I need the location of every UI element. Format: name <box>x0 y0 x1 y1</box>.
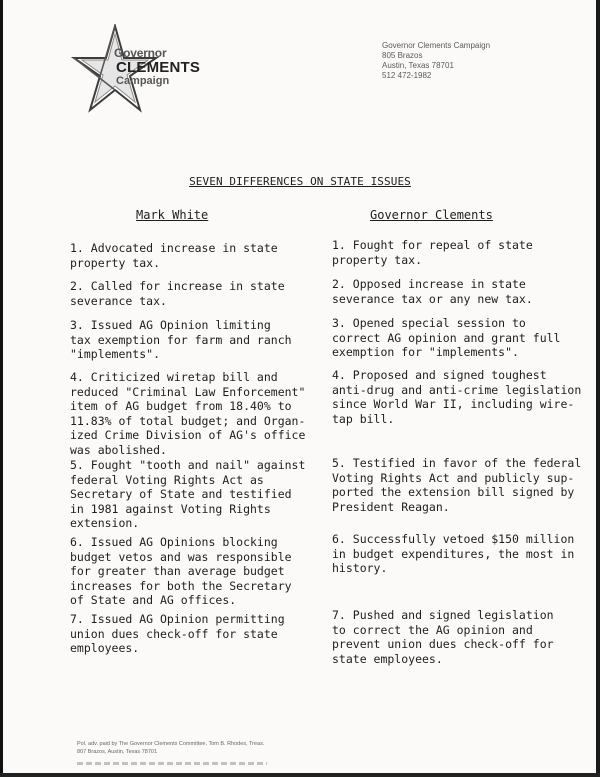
governor-clements-item-4-line: tap bill. <box>332 411 395 426</box>
governor-clements-item-1-line: property tax. <box>332 252 423 267</box>
footer-line-2: 807 Brazos, Austin, Texas 78701 <box>77 749 158 755</box>
governor-clements-item-2 <box>332 277 533 306</box>
mark-white-item-7 <box>70 612 285 656</box>
governor-clements-item-7-line: prevent union dues check-off for <box>332 637 554 651</box>
mark-white-item-6-line: budget vetos and was responsible <box>70 549 292 564</box>
logo-text-clements: CLEMENTS <box>116 59 201 76</box>
governor-clements-item-6-line: history. <box>332 561 388 575</box>
mark-white-item-3 <box>70 318 292 362</box>
mark-white-item-3-line: 3. Issued AG Opinion limiting <box>70 318 271 332</box>
document-title <box>0 170 600 189</box>
mark-white-item-3-line: tax exemption for farm and ranch <box>70 332 292 347</box>
governor-clements-item-7-line: 7. Pushed and signed legislation <box>332 608 554 622</box>
governor-clements-item-3-line: correct AG opinion and grant full <box>332 330 561 345</box>
governor-clements-item-5-line: Voting Rights Act and publicly sup- <box>332 470 575 485</box>
governor-clements-item-2-line: severance tax or any new tax. <box>332 291 533 306</box>
mark-white-item-6-line: for greater than average budget <box>70 564 285 578</box>
governor-clements-item-3 <box>332 316 560 360</box>
governor-clements-item-5-line: ported the extension bill signed by <box>332 485 575 499</box>
governor-clements-item-4-line: 4. Proposed and signed toughest <box>332 368 547 382</box>
letterhead-city: Austin, Texas 78701 <box>382 61 454 70</box>
mark-white-item-6 <box>70 535 292 608</box>
governor-clements-item-6 <box>332 532 574 576</box>
governor-clements-item-5-line: 5. Testified in favor of the federal <box>332 456 582 470</box>
governor-clements-item-1-line: 1. Fought for repeal of state <box>332 238 533 252</box>
governor-clements-item-5 <box>332 456 581 514</box>
footer-faded-text <box>77 762 267 765</box>
logo-text-governor: Governor <box>114 46 167 60</box>
mark-white-item-4-line: 11.83% of total budget; and Organ- <box>70 413 306 428</box>
mark-white-item-2 <box>70 279 285 308</box>
letterhead-street: 805 Brazos <box>382 51 423 60</box>
mark-white-item-2-line: severance tax. <box>70 293 167 308</box>
governor-clements-item-7-line: state employees. <box>332 651 443 666</box>
footer-line-1: Pol. adv. paid by The Governor Clements Committee, Tom B. Rhodes, Treas. <box>77 741 265 747</box>
logo-text-campaign: Campaign <box>116 75 170 87</box>
mark-white-item-4 <box>70 370 305 457</box>
mark-white-item-1-line: property tax. <box>70 255 161 270</box>
governor-clements-item-7-line: to correct the AG opinion and <box>332 622 533 637</box>
mark-white-item-5-line: extension. <box>70 516 140 530</box>
mark-white-item-5-line: Secretary of State and testified <box>70 487 292 501</box>
mark-white-item-1 <box>70 241 278 270</box>
campaign-logo <box>70 24 200 116</box>
mark-white-item-4-line: 4. Criticized wiretap bill and <box>70 370 278 384</box>
governor-clements-item-3-line: 3. Opened special session to <box>332 316 526 330</box>
mark-white-item-5-line: in 1981 against Voting Rights <box>70 501 271 516</box>
footer-disclaimer <box>77 740 264 756</box>
mark-white-item-4-line: ized Crime Division of AG's office <box>70 428 306 442</box>
mark-white-item-4-line: item of AG budget from 18.40% to <box>70 399 292 413</box>
governor-clements-item-4 <box>332 368 581 426</box>
letterhead-org: Governor Clements Campaign <box>382 41 491 50</box>
column-heading-governor-clements: Governor Clements <box>370 208 493 222</box>
mark-white-item-2-line: 2. Called for increase in state <box>70 279 285 293</box>
scan-border-bottom <box>0 773 600 777</box>
governor-clements-item-5-line: President Reagan. <box>332 499 450 514</box>
letterhead-phone: 512 472-1982 <box>382 71 432 80</box>
scan-border-right <box>596 0 600 777</box>
governor-clements-item-4-line: since World War II, including wire- <box>332 397 575 411</box>
mark-white-item-4-line: reduced "Criminal Law Enforcement" <box>70 384 306 399</box>
governor-clements-item-7 <box>332 608 554 666</box>
governor-clements-item-1 <box>332 238 533 267</box>
document-title-text: SEVEN DIFFERENCES ON STATE ISSUES <box>189 175 411 188</box>
mark-white-item-1-line: 1. Advocated increase in state <box>70 241 278 255</box>
governor-clements-item-2-line: 2. Opposed increase in state <box>332 277 526 291</box>
mark-white-item-7-line: employees. <box>70 641 140 655</box>
mark-white-item-6-line: 6. Issued AG Opinions blocking <box>70 535 278 549</box>
column-heading-mark-white: Mark White <box>136 208 209 222</box>
mark-white-item-4-line: was abolished. <box>70 442 167 457</box>
mark-white-item-6-line: increases for both the Secretary <box>70 578 292 593</box>
mark-white-item-5 <box>70 458 305 531</box>
governor-clements-item-3-line: exemption for "implements". <box>332 345 519 359</box>
mark-white-item-7-line: union dues check-off for state <box>70 626 278 641</box>
scan-border-left <box>0 0 3 777</box>
governor-clements-item-6-line: 6. Successfully vetoed $150 million <box>332 532 575 546</box>
mark-white-item-5-line: federal Voting Rights Act as <box>70 472 264 487</box>
governor-clements-item-4-line: anti-drug and anti-crime legislation <box>332 382 582 397</box>
governor-clements-item-6-line: in budget expenditures, the most in <box>332 546 575 561</box>
mark-white-item-3-line: "implements". <box>70 347 161 361</box>
mark-white-item-5-line: 5. Fought "tooth and nail" against <box>70 458 306 472</box>
mark-white-item-7-line: 7. Issued AG Opinion permitting <box>70 612 285 626</box>
mark-white-item-6-line: of State and AG offices. <box>70 593 237 607</box>
letterhead-address <box>382 41 490 81</box>
